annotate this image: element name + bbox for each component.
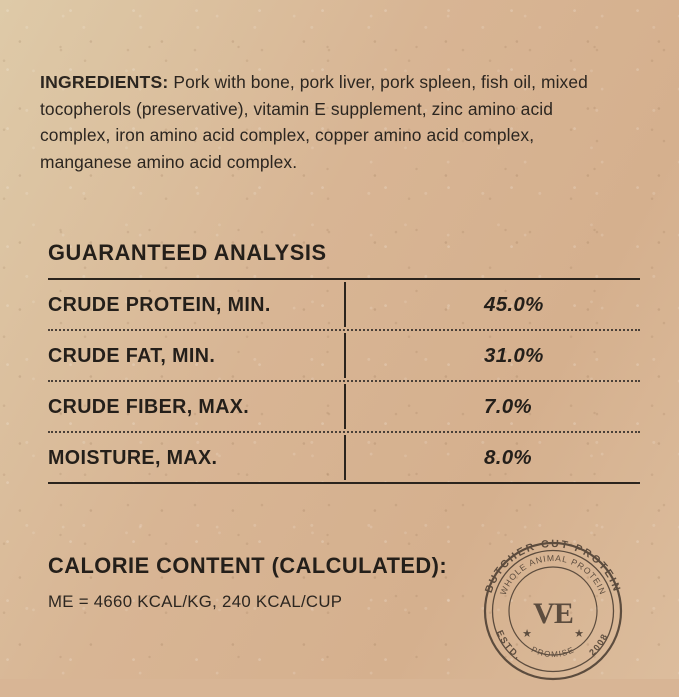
- nutrient-label: CRUDE PROTEIN, MIN.: [48, 292, 271, 316]
- nutrient-value: 7.0%: [484, 394, 532, 418]
- svg-text:★: ★: [522, 628, 532, 640]
- ingredients-paragraph: [40, 69, 626, 175]
- svg-text:BUTCHER CUT PROTEIN: BUTCHER CUT PROTEIN: [482, 537, 624, 595]
- ingredients-heading: INGREDIENTS:: [40, 72, 169, 93]
- nutrient-label: MOISTURE, MAX.: [48, 445, 218, 469]
- ingredients-text: Pork with bone, pork liver, pork spleen, fish oil, mixed tocopherols (preservative), vitamin E supplement, zinc amino acid complex, iron amino acid complex, copper amino acid complex, manganese amino acid complex.: [40, 72, 588, 172]
- nutrient-label: CRUDE FAT, MIN.: [48, 343, 216, 367]
- row-divider: [344, 435, 346, 480]
- nutrient-label: CRUDE FIBER, MAX.: [48, 394, 250, 418]
- row-divider: [344, 384, 346, 429]
- svg-text:ESTD.: ESTD.: [494, 628, 524, 662]
- nutrient-value: 45.0%: [484, 292, 544, 316]
- row-divider: [344, 333, 346, 378]
- table-row: [48, 433, 640, 482]
- nutrient-value: 31.0%: [484, 343, 544, 367]
- guaranteed-analysis-title: GUARANTEED ANALYSIS: [48, 240, 327, 265]
- table-row: [48, 331, 640, 380]
- calorie-content-title: CALORIE CONTENT (CALCULATED):: [48, 553, 448, 578]
- table-row: [48, 382, 640, 431]
- calorie-content-value: ME = 4660 KCAL/KG, 240 KCAL/CUP: [48, 592, 343, 611]
- svg-text:WHOLE ANIMAL PROTEIN: WHOLE ANIMAL PROTEIN: [497, 552, 609, 597]
- nutrient-value: 8.0%: [484, 445, 532, 469]
- table-bottom-rule: [48, 482, 640, 484]
- row-divider: [344, 282, 346, 327]
- label-content: [40, 0, 639, 679]
- svg-text:★: ★: [574, 628, 584, 640]
- guaranteed-analysis-table: [48, 278, 640, 484]
- svg-text:PROMISE: PROMISE: [529, 645, 577, 660]
- svg-text:2008: 2008: [587, 631, 610, 658]
- butcher-cut-protein-seal-icon: [467, 525, 639, 697]
- svg-text:VE: VE: [533, 597, 573, 630]
- table-row: [48, 280, 640, 329]
